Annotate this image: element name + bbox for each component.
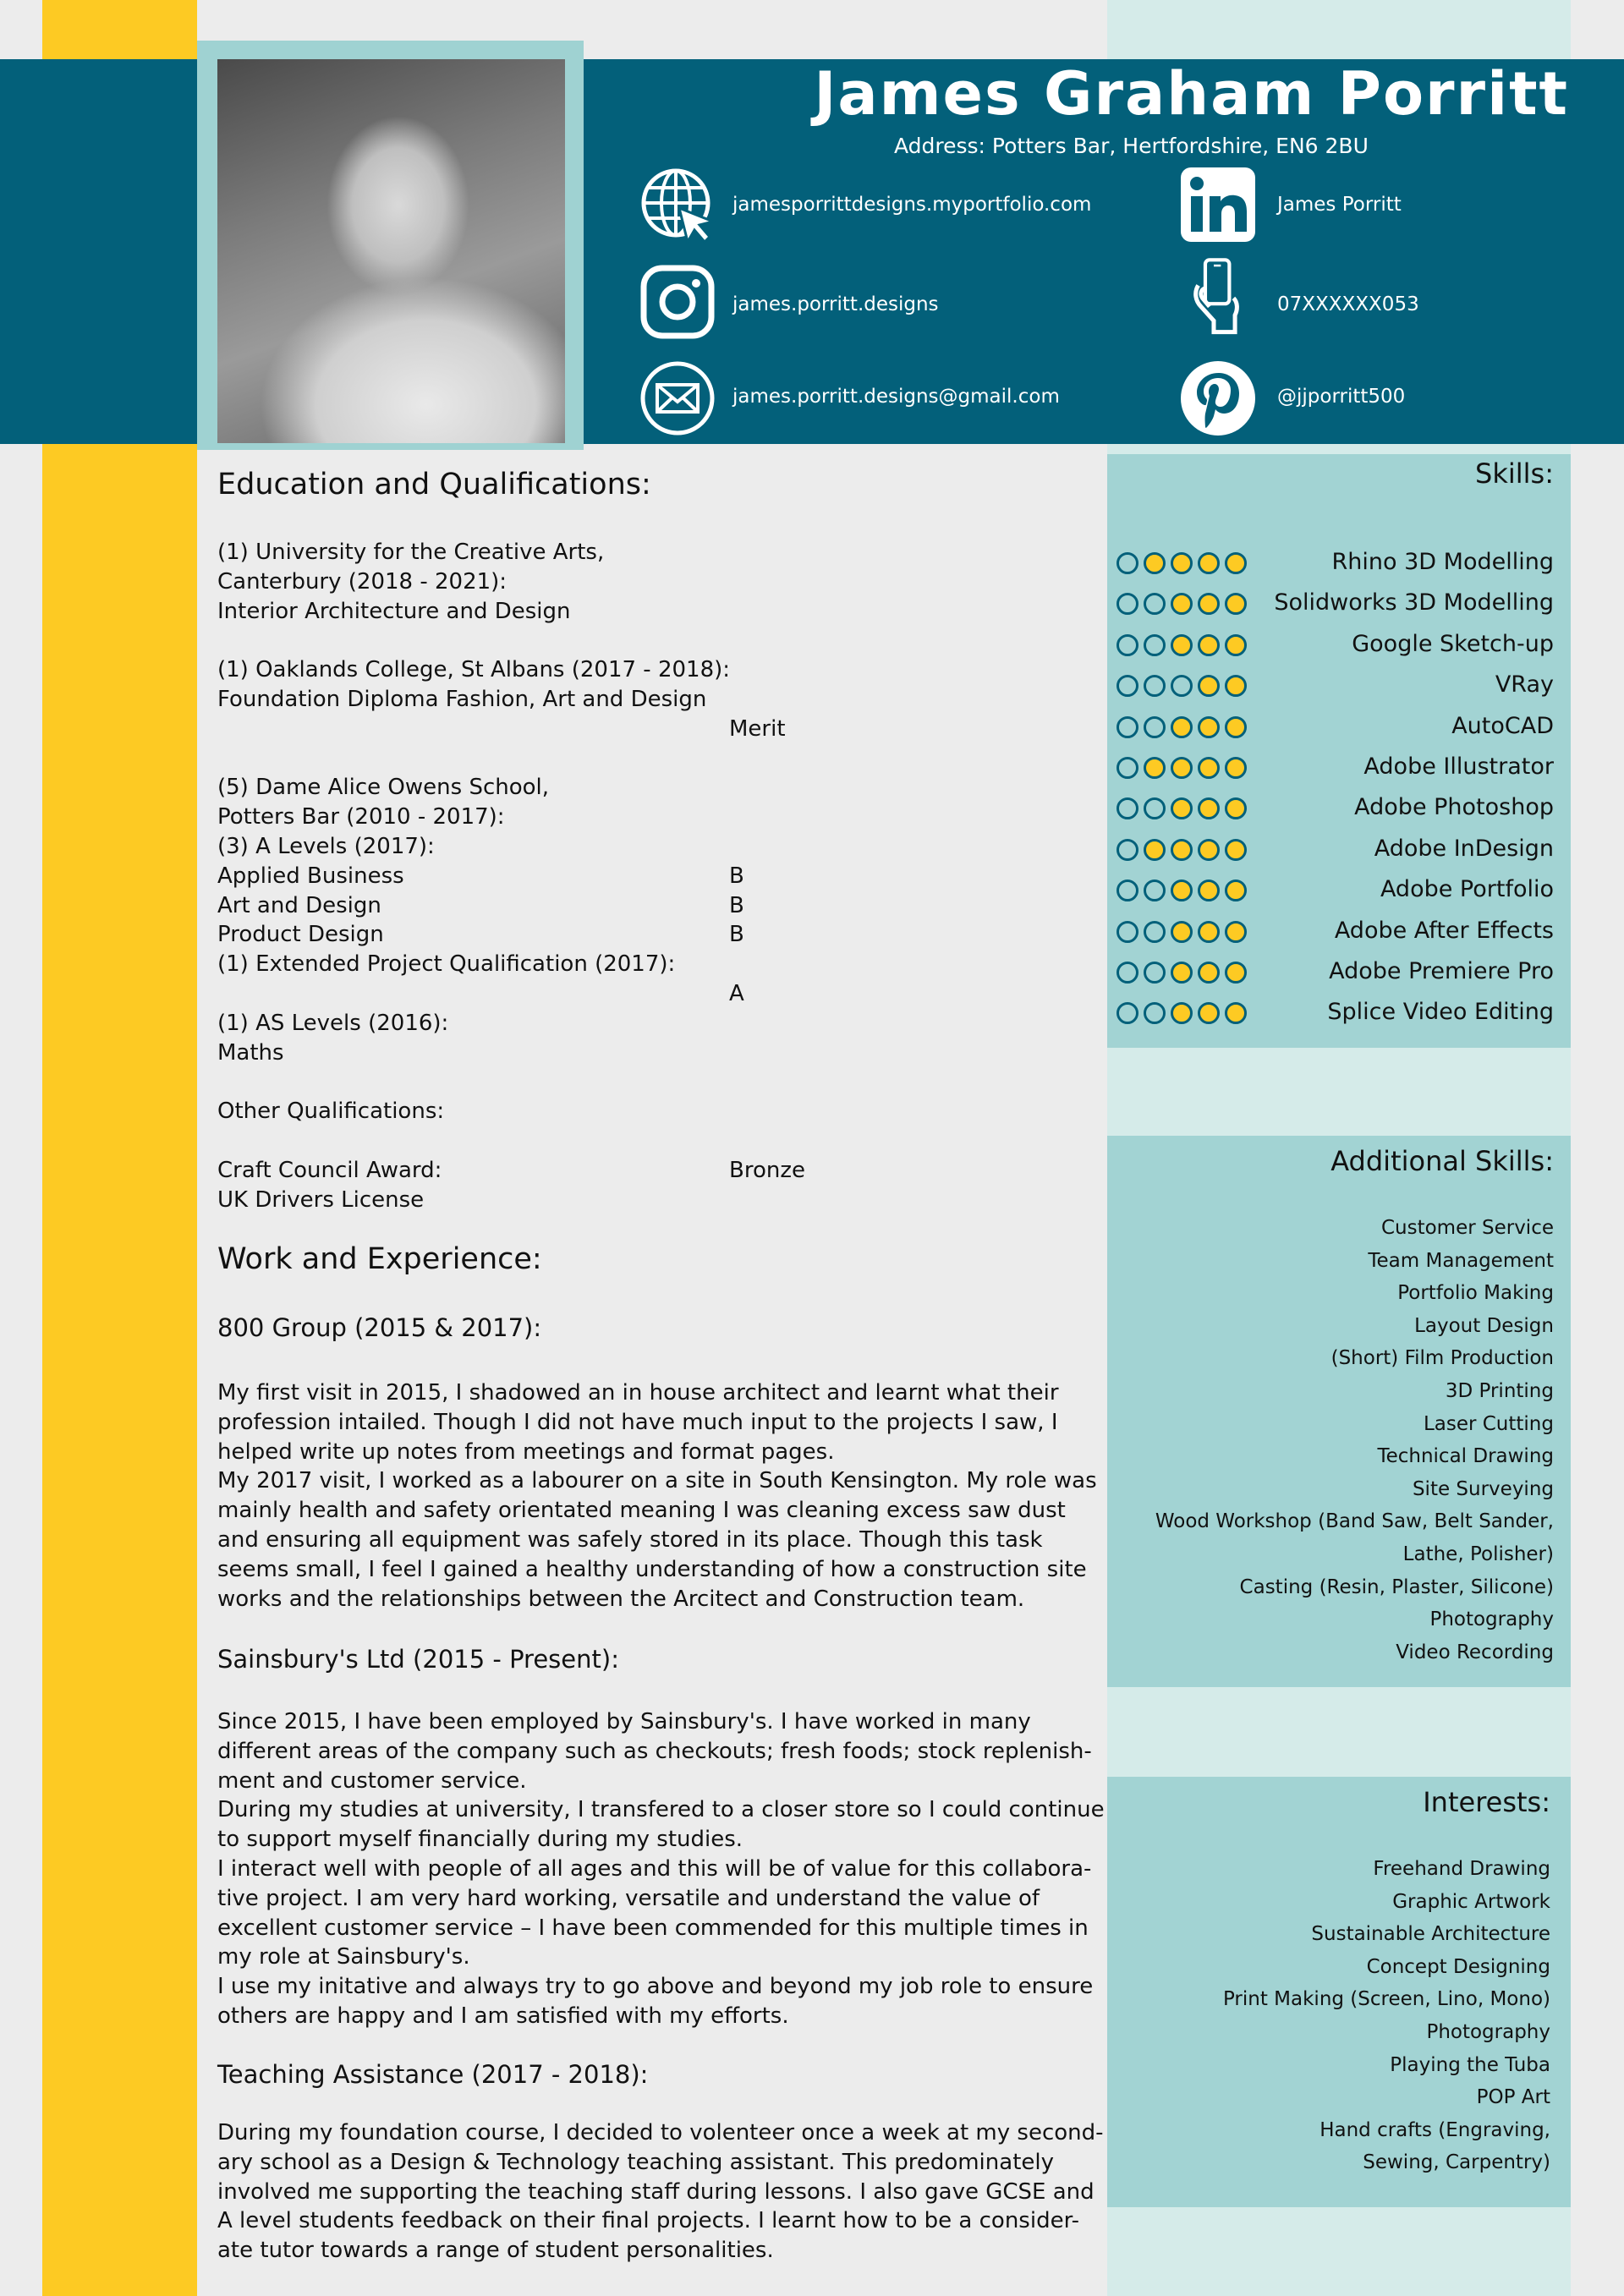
rating-dot [1144,716,1166,738]
job-line: different areas of the company such as checkouts; fresh foods; stock replenish- [217,1738,1092,1764]
skill-rating [1116,797,1247,823]
globe-cursor-icon [639,166,716,244]
additional-skill-item: Technical Drawing [1377,1445,1554,1468]
interest-item: Freehand Drawing [1373,1858,1550,1880]
additional-skill-item: Casting (Resin, Plaster, Silicone) [1239,1575,1554,1598]
additional-skill-item: Wood Workshop (Band Saw, Belt Sander, [1155,1510,1554,1533]
education-line: (1) Extended Project Qualification (2017): [217,951,676,978]
interest-item: Photography [1426,2020,1550,2043]
education-line: Potters Bar (2010 - 2017): [217,804,505,830]
additional-skill-item: Laser Cutting [1423,1412,1554,1435]
rating-dot [1144,675,1166,697]
skill-row [1116,710,1554,743]
pinterest-handle[interactable]: @jjporritt500 [1277,386,1406,408]
education-line: Product Design [217,922,384,948]
education-line: Applied Business [217,863,404,889]
rating-dot [1144,757,1166,779]
interests-title: Interests: [1423,1786,1550,1818]
rating-dot [1225,716,1247,738]
skill-name: Solidworks 3D Modelling [1274,589,1554,616]
job-line: and ensuring all equipment was safely stored in its place. Though this task [217,1526,1043,1553]
grade: B [729,892,744,918]
rating-dot [1171,797,1193,819]
rating-dot [1198,839,1220,861]
additional-skill-item: Photography [1429,1608,1554,1631]
rating-dot [1198,634,1220,656]
rating-dot [1171,757,1193,779]
rating-dot [1225,675,1247,697]
skill-name: Google Sketch-up [1352,630,1554,657]
skill-rating [1116,593,1247,618]
rating-dot [1225,879,1247,901]
interest-item: Playing the Tuba [1390,2053,1550,2076]
rating-dot [1198,962,1220,984]
skill-rating [1116,634,1247,660]
job-line: my role at Sainsbury's. [217,1944,470,1970]
job-title-sainsburys: Sainsbury's Ltd (2015 - Present): [217,1645,619,1674]
interest-item: Hand crafts (Engraving, [1320,2118,1550,2141]
job-line: involved me supporting the teaching staff during lessons. I also gave GCSE and [217,2178,1095,2205]
interest-item: Sewing, Carpentry) [1363,2151,1550,2174]
rating-dot [1144,593,1166,615]
job-title-800-group: 800 Group (2015 & 2017): [217,1313,542,1342]
education-line: Other Qualifications: [217,1099,445,1125]
job-description-sainsburys [217,1707,1105,2031]
rating-dot [1116,921,1138,943]
rating-dot [1171,552,1193,574]
education-line: (3) A Levels (2017): [217,833,435,859]
rating-dot [1198,879,1220,901]
job-line: seems small, I feel I gained a healthy understanding of how a construction site [217,1556,1087,1582]
pinterest-icon [1179,359,1257,437]
skill-rating [1116,879,1247,905]
skill-name: Rhino 3D Modelling [1331,549,1554,575]
job-line: helped write up notes from meetings and format pages. [217,1438,835,1465]
profile-photo [217,59,565,443]
job-line: profession intailed. Though I did not have much input to the projects I saw, I [217,1409,1058,1435]
rating-dot [1116,839,1138,861]
education-line: (1) Oaklands College, St Albans (2017 - 2018): [217,657,731,683]
additional-skills-list [1155,1212,1554,1669]
job-title-teaching-assistance: Teaching Assistance (2017 - 2018): [217,2060,649,2089]
job-line: tive project. I am very hard working, versatile and understand the value of [217,1885,1040,1911]
phone-number: 07XXXXXX053 [1277,293,1419,315]
instagram-icon [639,263,716,341]
education-line: (1) University for the Creative Arts, [217,540,605,565]
rating-dot [1144,921,1166,943]
skill-rating [1116,921,1247,946]
skill-row [1116,832,1554,866]
full-name: James Graham Porritt [814,59,1569,129]
grade: Merit [729,715,786,742]
additional-skills-title: Additional Skills: [1330,1145,1554,1177]
additional-skill-item: (Short) Film Production [1330,1347,1554,1370]
phone-in-hand-icon [1179,257,1257,335]
education-line [217,1126,730,1156]
rating-dot [1144,839,1166,861]
linkedin-icon [1179,166,1257,244]
skill-rating [1116,962,1247,987]
rating-dot [1144,879,1166,901]
job-line: I use my initative and always try to go above and beyond my job role to ensure [217,1974,1094,2000]
work-heading: Work and Experience: [217,1242,542,1276]
education-line: Craft Council Award: [217,1157,442,1183]
skill-row [1116,995,1554,1029]
education-line: Foundation Diploma Fashion, Art and Design [217,686,707,712]
rating-dot [1116,797,1138,819]
skill-row [1116,668,1554,702]
rating-dot [1198,797,1220,819]
education-line [217,744,730,774]
skills-title: Skills: [1475,458,1554,490]
education-line: (5) Dame Alice Owens School, [217,775,550,801]
job-line: ment and customer service. [217,1767,527,1794]
skill-name: Splice Video Editing [1327,999,1554,1026]
skill-name: AutoCAD [1451,712,1554,739]
address: Address: Potters Bar, Hertfordshire, EN6 2BU [894,134,1369,158]
rating-dot [1144,552,1166,574]
instagram-handle[interactable]: james.porritt.designs [732,293,939,315]
skill-row [1116,914,1554,948]
job-description-800-group [217,1378,1097,1614]
rating-dot [1171,1002,1193,1024]
education-line: Interior Architecture and Design [217,598,571,624]
website-link[interactable]: jamesporrittdesigns.myportfolio.com [732,194,1092,216]
rating-dot [1116,593,1138,615]
education-line [217,979,730,1009]
skill-rating [1116,757,1247,782]
rating-dot [1198,1002,1220,1024]
interest-item: POP Art [1476,2086,1550,2109]
skill-name: Adobe Photoshop [1354,794,1554,821]
rating-dot [1225,634,1247,656]
additional-skill-item: Lathe, Polisher) [1402,1543,1554,1565]
education-line [217,626,730,655]
skill-name: Adobe InDesign [1374,835,1554,862]
skill-name: Adobe Premiere Pro [1329,958,1554,984]
email-link[interactable]: james.porritt.designs@gmail.com [732,386,1060,408]
rating-dot [1116,675,1138,697]
rating-dot [1144,962,1166,984]
interest-item: Graphic Artwork [1392,1890,1550,1913]
rating-dot [1225,593,1247,615]
rating-dot [1225,839,1247,861]
job-line: excellent customer service – I have been commended for this multiple times in [217,1915,1089,1941]
rating-dot [1225,962,1247,984]
job-line: works and the relationships between the Arcitect and Construction team. [217,1586,1025,1612]
additional-skill-item: Team Management [1368,1249,1554,1272]
rating-dot [1116,879,1138,901]
interest-item: Concept Designing [1366,1955,1550,1978]
skill-row [1116,791,1554,825]
education-heading: Education and Qualifications: [217,468,651,501]
job-line: ary school as a Design & Technology teaching assistant. This predominately [217,2149,1054,2175]
rating-dot [1171,675,1193,697]
job-line: During my studies at university, I transfered to a closer store so I could continue [217,1797,1105,1823]
education-line: (1) AS Levels (2016): [217,1010,449,1036]
skill-row [1116,873,1554,907]
job-line: ate tutor towards a range of student personalities. [217,2238,774,2264]
skill-row [1116,750,1554,784]
skill-row [1116,545,1554,579]
rating-dot [1225,921,1247,943]
linkedin-name[interactable]: James Porritt [1277,194,1402,216]
rating-dot [1171,716,1193,738]
skill-name: Adobe Portfolio [1380,876,1554,903]
grade: Bronze [729,1157,805,1183]
rating-dot [1198,757,1220,779]
rating-dot [1225,757,1247,779]
job-line: My 2017 visit, I worked as a labourer on a site in South Kensington. My role was [217,1468,1097,1494]
rating-dot [1144,1002,1166,1024]
job-line: I interact well with people of all ages and this will be of value for this collabora- [217,1855,1092,1882]
education-line: Canterbury (2018 - 2021): [217,568,508,595]
rating-dot [1116,962,1138,984]
skill-row [1116,586,1554,620]
education-line [217,1067,730,1097]
rating-dot [1171,839,1193,861]
additional-skill-item: Customer Service [1380,1217,1554,1239]
interests-list [1223,1853,1550,2179]
job-line: others are happy and I am satisfied with my efforts. [217,2003,789,2029]
skill-name: Adobe Illustrator [1363,753,1554,780]
education-body [217,538,805,1214]
skill-rating [1116,1002,1247,1027]
rating-dot [1116,634,1138,656]
rating-dot [1171,879,1193,901]
rating-dot [1225,1002,1247,1024]
job-line: A level students feedback on their final projects. I learnt how to be a consider- [217,2208,1079,2234]
grade: A [729,981,744,1006]
job-line: Since 2015, I have been employed by Sainsbury's. I have worked in many [217,1709,1031,1734]
additional-skill-item: Layout Design [1414,1314,1554,1337]
rating-dot [1225,552,1247,574]
interest-item: Sustainable Architecture [1311,1923,1550,1946]
skill-name: VRay [1495,671,1554,699]
skill-rating [1116,716,1247,742]
skill-name: Adobe After Effects [1334,917,1554,944]
rating-dot [1116,716,1138,738]
skill-rating [1116,552,1247,578]
rating-dot [1171,593,1193,615]
skill-rating [1116,839,1247,864]
job-line: My first visit in 2015, I shadowed an in house architect and learnt what their [217,1380,1059,1406]
interest-item: Print Making (Screen, Lino, Mono) [1222,1988,1550,2011]
education-line: Art and Design [217,892,381,918]
additional-skills-panel [1107,1136,1571,1687]
rating-dot [1225,797,1247,819]
rating-dot [1198,921,1220,943]
rating-dot [1116,757,1138,779]
rating-dot [1171,962,1193,984]
rating-dot [1198,675,1220,697]
education-line [217,715,730,744]
rating-dot [1171,634,1193,656]
grade: B [729,863,744,889]
education-line: Maths [217,1039,284,1066]
additional-skill-item: 3D Printing [1445,1379,1554,1402]
additional-skill-item: Portfolio Making [1397,1282,1554,1305]
email-icon [639,359,716,437]
rating-dot [1171,921,1193,943]
skill-row [1116,627,1554,661]
interests-panel [1107,1777,1571,2207]
job-line: mainly health and safety orientated meaning I was cleaning excess saw dust [217,1498,1066,1524]
job-line: During my foundation course, I decided to volenteer once a week at my second- [217,2120,1104,2145]
skill-rating [1116,675,1247,700]
rating-dot [1198,552,1220,574]
rating-dot [1116,1002,1138,1024]
grade: B [729,922,744,948]
rating-dot [1198,716,1220,738]
rating-dot [1116,552,1138,574]
skill-row [1116,955,1554,989]
additional-skill-item: Video Recording [1396,1641,1554,1663]
education-line: UK Drivers License [217,1186,425,1213]
rating-dot [1144,634,1166,656]
additional-skill-item: Site Surveying [1412,1477,1554,1500]
rating-dot [1198,593,1220,615]
job-line: to support myself financially during my studies. [217,1827,743,1853]
rating-dot [1144,797,1166,819]
job-description-teaching-assistance [217,2118,1104,2266]
